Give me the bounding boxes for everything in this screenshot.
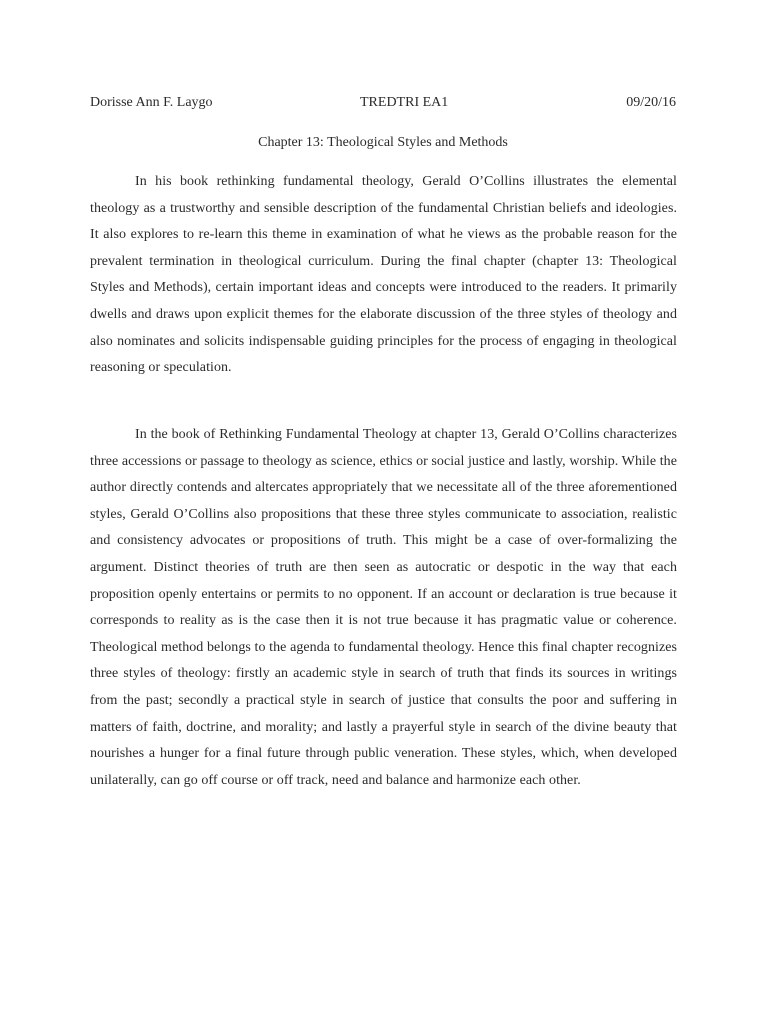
paragraph-2: In the book of Rethinking Fundamental Theology at chapter 13, Gerald O’Collins characterizes three accessions or passage to theology as science, ethics or social justice and lastly, worship. While the author directly contends and altercates appropriately that we necessitate all of the three aforementioned styles, Gerald O’Collins also propositions that these three styles communicate to association, realistic and consistency advocates or propositions of truth. This might be a case of over-formalizing the argument. Distinct theories of truth are then seen as autocratic or despotic in the way that each proposition openly entertains or permits to no opponent. If an account or declaration is true because it corresponds to reality as is the case then it is not true because it has pragmatic value or coherence. Theological method belongs to the agenda to fundamental theology. Hence this final chapter recognizes three styles of theology: firstly an academic style in search of truth that finds its sources in writings from the past; secondly a practical style in search of justice that consults the poor and suffering in matters of faith, doctrine, and morality; and lastly a prayerful style in search of the divine beauty that nourishes a hunger for a final future through public veneration. These styles, which, when developed unilaterally, can go off course or off track, need and balance and harmonize each other.	[90, 427, 677, 788]
document-date: 09/20/16	[626, 95, 676, 110]
document-title: Chapter 13: Theological Styles and Methods	[258, 135, 508, 150]
course-code: TREDTRI EA1	[360, 95, 449, 110]
author-name: Dorisse Ann F. Laygo	[90, 95, 213, 110]
document-header	[90, 93, 676, 113]
paragraph-1: In his book rethinking fundamental theology, Gerald O’Collins illustrates the elemental theology as a trustworthy and sensible description of the fundamental Christian beliefs and ideologies. It also explores to re-learn this theme in examination of what he views as the probable reason for the prevalent termination in theological curriculum. During the final chapter (chapter 13: Theological Styles and Methods), certain important ideas and concepts were introduced to the readers. It primarily dwells and draws upon explicit themes for the elaborate discussion of the three styles of theology and also nominates and solicits indispensable guiding principles for the process of engaging in theological reasoning or speculation.	[90, 174, 677, 376]
